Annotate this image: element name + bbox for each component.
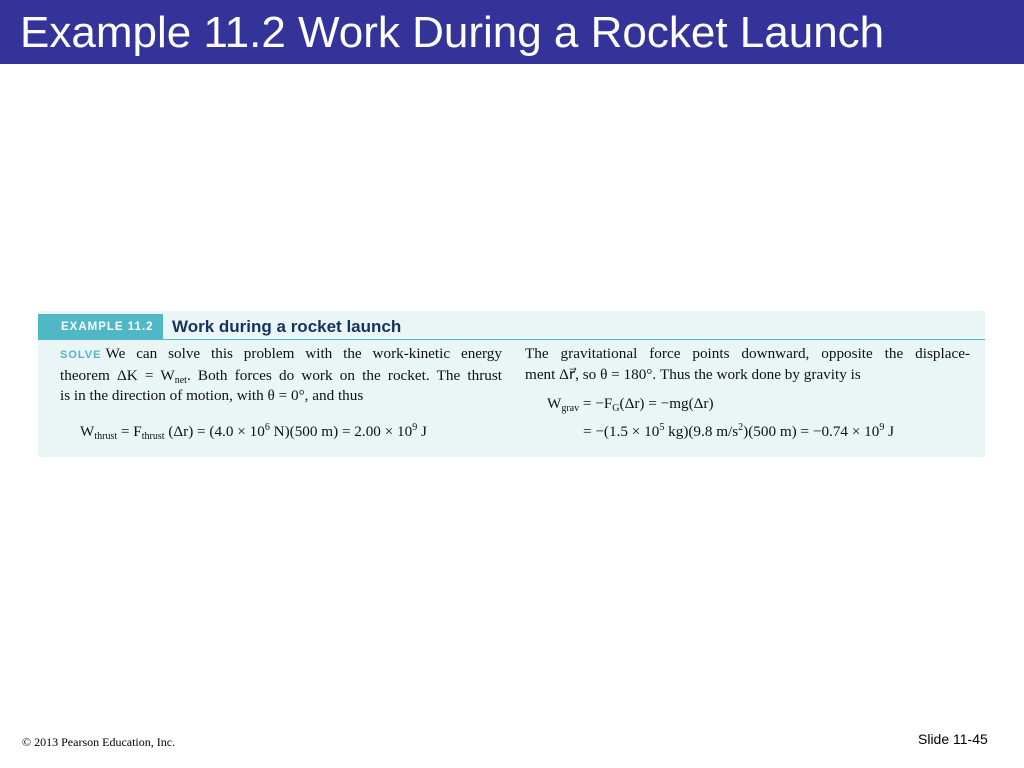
equation-text: (Δr) = −mg(Δr) [619, 395, 714, 412]
paragraph-text: theorem ΔK = W [60, 366, 175, 384]
equation-text: = F [117, 423, 142, 440]
equation-text: = −(1.5 × 10 [583, 423, 660, 440]
equation-text: )(500 m) = −0.74 × 10 [743, 423, 880, 440]
solve-tag: SOLVE [60, 349, 102, 361]
example-header [38, 311, 985, 340]
paragraph-text: is in the direction of motion, with θ = 0°, and thus [60, 387, 364, 404]
solve-paragraph [60, 344, 502, 407]
paragraph-text: We can solve this problem with the work-kinetic energy [105, 345, 502, 362]
paragraph-line: ment Δr⃗, so θ = 180°. Thus the work done by gravity is [525, 365, 861, 383]
example-number-tab: EXAMPLE 11.2 [38, 314, 163, 340]
paragraph-line [60, 386, 502, 407]
thrust-work-equation [80, 422, 427, 442]
superscript: 9 [412, 422, 418, 433]
superscript: 5 [659, 422, 665, 433]
equation-symbol: W [547, 395, 562, 412]
title-bar [0, 0, 1024, 64]
equation-text: kg)(9.8 m/s [664, 423, 739, 440]
equation-text: J [417, 423, 427, 440]
equation-text: = −F [579, 395, 613, 412]
subscript: net [174, 374, 187, 386]
slide-title: Example 11.2 Work During a Rocket Launch [20, 8, 885, 57]
equation-text: J [884, 423, 895, 440]
slide-number: Slide 11-45 [918, 731, 988, 747]
paragraph-line [60, 344, 502, 366]
example-title: Work during a rocket launch [172, 317, 402, 336]
superscript: 6 [264, 422, 270, 433]
equation-symbol: W [80, 423, 95, 440]
header-divider [163, 339, 985, 340]
gravity-paragraph [525, 344, 970, 385]
example-box [38, 311, 985, 457]
equation-text: N)(500 m) = 2.00 × 10 [269, 423, 413, 440]
subscript: grav [561, 403, 580, 414]
copyright-notice: © 2013 Pearson Education, Inc. [22, 735, 176, 749]
subscript: thrust [141, 431, 165, 442]
equation-text: (Δr) = (4.0 × 10 [164, 423, 265, 440]
subscript: G [612, 403, 620, 414]
paragraph-line [60, 366, 502, 387]
subscript: thrust [94, 431, 118, 442]
paragraph-line: The gravitational force points downward, opposite the displace- [525, 345, 970, 362]
superscript: 2 [738, 422, 744, 433]
superscript: 9 [879, 422, 885, 433]
gravity-work-equation [547, 394, 714, 414]
gravity-work-result [583, 422, 894, 442]
paragraph-text: . Both forces do work on the rocket. The thrust [186, 366, 502, 384]
